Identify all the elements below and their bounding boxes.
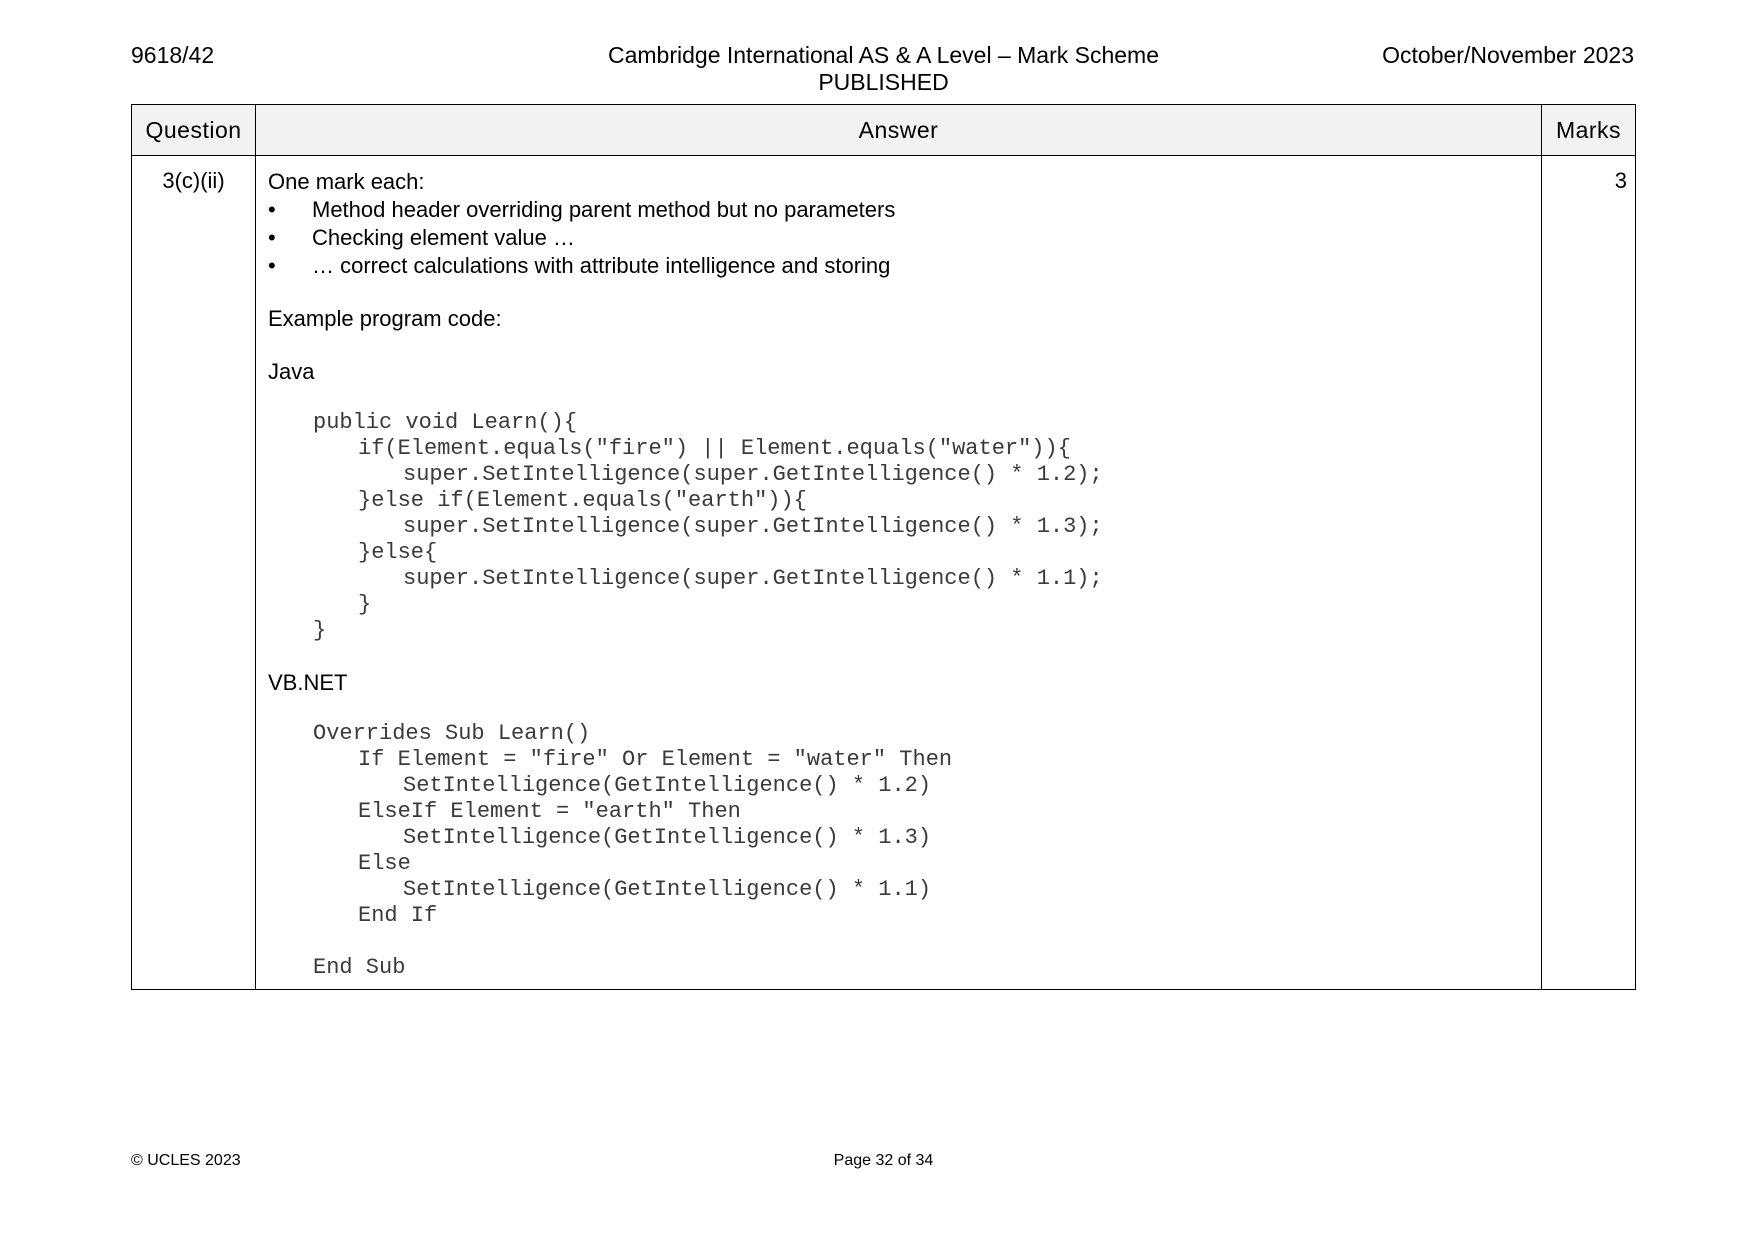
mark-point xyxy=(268,224,1531,252)
code-line: super.SetIntelligence(super.GetIntelligence() * 1.3); xyxy=(403,514,1103,539)
mark-points-list xyxy=(268,196,1531,280)
marks-value: 3 xyxy=(1542,156,1636,990)
code-line: if(Element.equals("fire") || Element.equals("water")){ xyxy=(358,436,1071,461)
code-line: ElseIf Element = "earth" Then xyxy=(358,799,741,824)
copyright: © UCLES 2023 xyxy=(131,1152,241,1169)
vbnet-code-block xyxy=(268,721,1531,981)
code-line: Else xyxy=(358,851,411,876)
vbnet-label: VB.NET xyxy=(268,670,348,695)
bullet-icon: • xyxy=(268,253,276,278)
mark-intro: One mark each: xyxy=(268,169,425,194)
code-line: SetIntelligence(GetIntelligence() * 1.3) xyxy=(403,825,932,850)
page-number: Page 32 of 34 xyxy=(833,1152,934,1169)
code-line: End If xyxy=(358,903,438,928)
bullet-icon: • xyxy=(268,225,276,250)
mark-point-text: Checking element value … xyxy=(312,225,575,250)
code-line: }else if(Element.equals("earth")){ xyxy=(358,488,807,513)
mark-point xyxy=(268,196,1531,224)
code-blank-line xyxy=(268,929,1531,955)
java-code-block xyxy=(268,410,1531,644)
mark-point xyxy=(268,252,1531,280)
example-label: Example program code: xyxy=(268,306,502,331)
code-line: SetIntelligence(GetIntelligence() * 1.1) xyxy=(403,877,932,902)
mark-point-text: Method header overriding parent method but no parameters xyxy=(312,197,896,222)
table-header-row xyxy=(132,105,1636,156)
title-line: Cambridge International AS & A Level – Mark Scheme xyxy=(607,42,1160,68)
table-row xyxy=(132,156,1636,990)
question-column-header: Question xyxy=(132,105,256,156)
answer-column-header: Answer xyxy=(256,105,1542,156)
code-line: super.SetIntelligence(super.GetIntelligence() * 1.2); xyxy=(403,462,1103,487)
code-line: } xyxy=(313,618,327,643)
question-number: 3(c)(ii) xyxy=(132,156,256,990)
code-line: Overrides Sub Learn() xyxy=(313,721,591,746)
code-line: SetIntelligence(GetIntelligence() * 1.2) xyxy=(403,773,932,798)
paper-code: 9618/42 xyxy=(131,42,215,68)
code-line: End Sub xyxy=(313,955,406,980)
code-line: public void Learn(){ xyxy=(313,410,578,435)
mark-scheme-table xyxy=(131,104,1636,990)
code-line: } xyxy=(358,592,372,617)
exam-session: October/November 2023 xyxy=(1382,42,1634,68)
code-line: }else{ xyxy=(358,540,438,565)
published-label: PUBLISHED xyxy=(818,69,949,95)
marks-column-header: Marks xyxy=(1542,105,1636,156)
code-line: super.SetIntelligence(super.GetIntelligence() * 1.1); xyxy=(403,566,1103,591)
java-label: Java xyxy=(268,359,315,384)
code-line: If Element = "fire" Or Element = "water" Then xyxy=(358,747,953,772)
bullet-icon: • xyxy=(268,197,276,222)
mark-point-text: … correct calculations with attribute intelligence and storing xyxy=(312,253,891,278)
answer-cell xyxy=(256,156,1542,990)
